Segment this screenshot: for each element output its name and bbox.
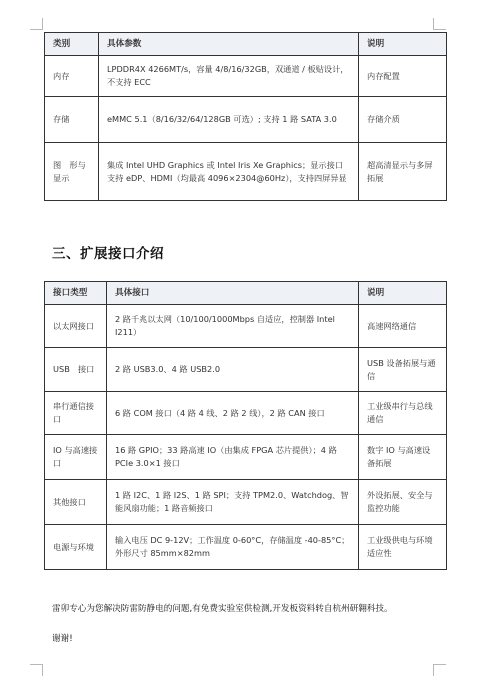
crop-mark-top-left [42, 18, 43, 30]
table-row [45, 435, 447, 480]
row-interface-type: 电源与环境 [45, 525, 107, 570]
section-title: 三、扩展接口介绍 [52, 246, 164, 262]
row-description: 数字 IO 与高速设备拓展 [359, 435, 447, 480]
row-interface-type: IO 与高速接口 [45, 435, 107, 480]
row-description: 工业级串行与总线通信 [359, 392, 447, 435]
table-row [45, 480, 447, 525]
table-row [45, 305, 447, 348]
table-row [45, 525, 447, 570]
row-description: 高速网络通信 [359, 305, 447, 348]
row-description: 内存配置 [359, 56, 447, 97]
row-params: LPDDR4X 4266MT/s，容量 4/8/16/32GB，双通道 / 板贴设计，不支持 ECC [99, 56, 359, 97]
row-interface-spec: 16 路 GPIO；33 路高速 IO（由集成 FPGA 芯片提供）；4 路 PCIe 3.0×1 接口 [107, 435, 359, 480]
row-category: 图 形与 显示 [45, 143, 99, 201]
row-interface-spec: 输入电压 DC 9-12V；工作温度 0-60°C，存储温度 -40-85°C；外形尺寸 85mm×82mm [107, 525, 359, 570]
row-description: 存储介质 [359, 97, 447, 143]
row-interface-spec: 2 路千兆以太网（10/100/1000Mbps 自适应，控制器 Intel I211） [107, 305, 359, 348]
row-interface-spec: 2 路 USB3.0、4 路 USB2.0 [107, 348, 359, 392]
row-interface-type: 其他接口 [45, 480, 107, 525]
row-description: 工业级供电与环境适应性 [359, 525, 447, 570]
table-row [45, 348, 447, 392]
table-row [45, 97, 447, 143]
row-interface-type: 以太网接口 [45, 305, 107, 348]
thanks-text: 谢谢! [52, 634, 73, 644]
crop-mark-bottom-left-h [30, 664, 42, 665]
row-params: eMMC 5.1（8/16/32/64/128GB 可选）; 支持 1 路 SATA 3.0 [99, 97, 359, 143]
header-description: 说明 [359, 282, 447, 305]
row-category: 存储 [45, 97, 99, 143]
header-interface-spec: 具体接口 [107, 282, 359, 305]
row-description: 外设拓展、安全与监控功能 [359, 480, 447, 525]
crop-mark-top-left-h [30, 29, 42, 30]
header-interface-type: 接口类型 [45, 282, 107, 305]
crop-mark-bottom-left [42, 664, 43, 676]
table-row [45, 392, 447, 435]
row-params: 集成 Intel UHD Graphics 或 Intel Iris Xe Graphics；显示接口支持 eDP、HDMI（均最高 4096×2304@60Hz），支持四屏异显 [99, 143, 359, 201]
row-interface-type: USB 接口 [45, 348, 107, 392]
table-header-row [45, 33, 447, 56]
table-row [45, 56, 447, 97]
interface-table [44, 281, 447, 570]
table-header-row [45, 282, 447, 305]
row-interface-spec: 1 路 I2C、1 路 I2S、1 路 SPI；支持 TPM2.0、Watchdog、智能风扇功能；1 路音频接口 [107, 480, 359, 525]
table-row [45, 143, 447, 201]
header-category: 类别 [45, 33, 99, 56]
header-params: 具体参数 [99, 33, 359, 56]
crop-mark-bottom-right-h [434, 664, 446, 665]
spec-table [44, 32, 447, 201]
row-category: 内存 [45, 56, 99, 97]
footer-note: 雷卯专心为您解决防雷防静电的问题,有免费实验室供检测,开发板资料转自杭州研翱科技。 [52, 604, 393, 614]
row-description: 超高清显示与多屏拓展 [359, 143, 447, 201]
row-description: USB 设备拓展与通信 [359, 348, 447, 392]
row-interface-type: 串行通信接口 [45, 392, 107, 435]
row-interface-spec: 6 路 COM 接口（4 路 4 线、2 路 2 线），2 路 CAN 接口 [107, 392, 359, 435]
header-description: 说明 [359, 33, 447, 56]
crop-mark-bottom-right [433, 664, 434, 676]
crop-mark-top-right-h [434, 29, 446, 30]
